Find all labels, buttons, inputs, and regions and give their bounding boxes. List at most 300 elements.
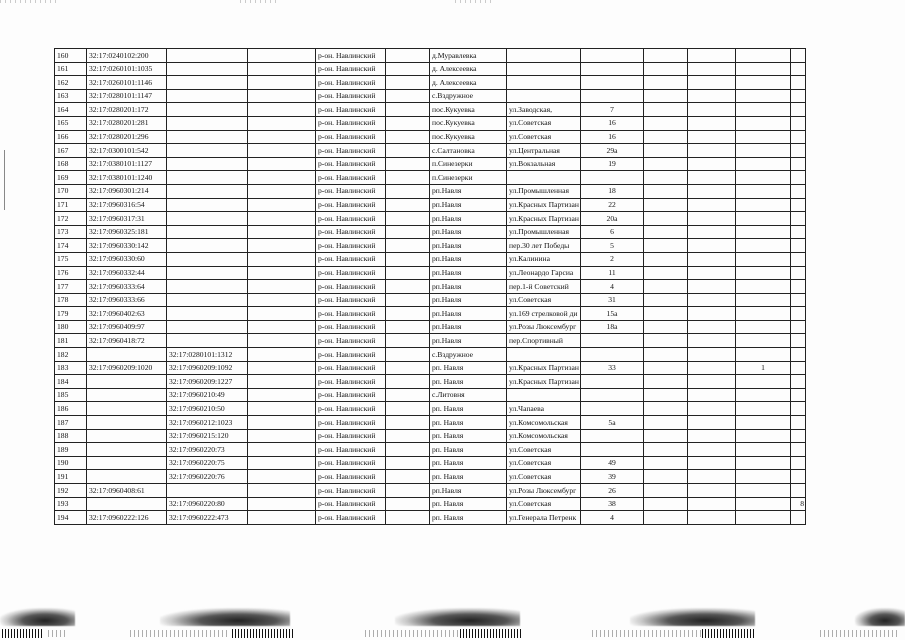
cadastral-number-cell: 32:17:0960333:66	[87, 293, 167, 307]
district-cell: р-он. Навлинский	[316, 443, 386, 457]
cadastral-number-cell: 32:17:0280101:1147	[87, 89, 167, 103]
empty-cell	[644, 266, 688, 280]
extra-value-cell	[736, 429, 791, 443]
cadastral-number-cell: 32:17:0960330:142	[87, 239, 167, 253]
district-cell: р-он. Навлинский	[316, 375, 386, 389]
table-row	[55, 511, 806, 525]
table-row	[55, 429, 806, 443]
cadastral-number-cell: 32:17:0960408:61	[87, 484, 167, 498]
table-row	[55, 144, 806, 158]
street-cell: ул.Вокзальная	[507, 157, 581, 171]
district-cell: р-он. Навлинский	[316, 144, 386, 158]
cadastral-number-cell	[87, 388, 167, 402]
empty-cell	[248, 402, 316, 416]
empty-cell	[644, 49, 688, 63]
empty-cell	[386, 157, 430, 171]
empty-cell	[386, 252, 430, 266]
empty-cell	[644, 361, 688, 375]
empty-cell	[386, 89, 430, 103]
cadastral-number-alt-cell	[167, 103, 248, 117]
extra-value-cell	[736, 320, 791, 334]
house-number-cell: 38	[581, 497, 644, 511]
empty-cell	[386, 239, 430, 253]
extra-value-cell	[791, 388, 806, 402]
row-number-cell: 163	[55, 89, 87, 103]
extra-value-cell	[791, 225, 806, 239]
scan-barcode-strip	[232, 629, 294, 638]
empty-cell	[248, 375, 316, 389]
extra-value-cell	[791, 116, 806, 130]
scan-barcode-strip	[702, 629, 754, 638]
empty-cell	[248, 511, 316, 525]
table-row	[55, 348, 806, 362]
extra-value-cell	[791, 375, 806, 389]
empty-cell	[688, 89, 736, 103]
cadastral-number-cell: 32:17:0960222:126	[87, 511, 167, 525]
extra-value-cell	[791, 348, 806, 362]
table-row	[55, 443, 806, 457]
extra-value-cell: 1	[736, 361, 791, 375]
settlement-cell: рп.Навля	[430, 484, 507, 498]
street-cell: ул.Генерала Петренк	[507, 511, 581, 525]
empty-cell	[386, 497, 430, 511]
settlement-cell: д.Муравлевка	[430, 49, 507, 63]
empty-cell	[386, 144, 430, 158]
street-cell	[507, 388, 581, 402]
cadastral-number-alt-cell	[167, 62, 248, 76]
empty-cell	[386, 116, 430, 130]
empty-cell	[386, 307, 430, 321]
district-cell: р-он. Навлинский	[316, 103, 386, 117]
street-cell: ул.Заводская,	[507, 103, 581, 117]
empty-cell	[688, 103, 736, 117]
settlement-cell: с.Литовня	[430, 388, 507, 402]
settlement-cell: рп. Навля	[430, 470, 507, 484]
district-cell: р-он. Навлинский	[316, 89, 386, 103]
cadastral-number-alt-cell: 32:17:0960220:76	[167, 470, 248, 484]
district-cell: р-он. Навлинский	[316, 497, 386, 511]
extra-value-cell	[736, 375, 791, 389]
cadastral-number-alt-cell: 32:17:0960210:50	[167, 402, 248, 416]
extra-value-cell	[736, 212, 791, 226]
house-number-cell	[581, 334, 644, 348]
house-number-cell	[581, 89, 644, 103]
extra-value-cell	[736, 402, 791, 416]
row-number-cell: 178	[55, 293, 87, 307]
district-cell: р-он. Навлинский	[316, 157, 386, 171]
empty-cell	[688, 361, 736, 375]
row-number-cell: 160	[55, 49, 87, 63]
empty-cell	[248, 62, 316, 76]
empty-cell	[386, 470, 430, 484]
row-number-cell: 185	[55, 388, 87, 402]
extra-value-cell	[791, 266, 806, 280]
cadastral-number-cell: 32:17:0960409:97	[87, 320, 167, 334]
extra-value-cell	[791, 293, 806, 307]
cadastral-number-cell	[87, 375, 167, 389]
cadastral-number-cell	[87, 443, 167, 457]
cadastral-number-alt-cell	[167, 130, 248, 144]
empty-cell	[644, 130, 688, 144]
house-number-cell: 18	[581, 184, 644, 198]
house-number-cell	[581, 429, 644, 443]
table-row	[55, 361, 806, 375]
empty-cell	[644, 280, 688, 294]
table-row	[55, 89, 806, 103]
empty-cell	[248, 144, 316, 158]
house-number-cell: 4	[581, 511, 644, 525]
street-cell: ул.Центральная	[507, 144, 581, 158]
scan-smudge	[0, 608, 75, 626]
cadastral-number-cell	[87, 402, 167, 416]
settlement-cell: рп.Навля	[430, 239, 507, 253]
empty-cell	[248, 388, 316, 402]
row-number-cell: 181	[55, 334, 87, 348]
empty-cell	[688, 484, 736, 498]
street-cell	[507, 348, 581, 362]
cadastral-number-alt-cell	[167, 198, 248, 212]
table-row	[55, 239, 806, 253]
extra-value-cell	[791, 252, 806, 266]
empty-cell	[248, 320, 316, 334]
table-row	[55, 212, 806, 226]
settlement-cell: с.Вздружное	[430, 89, 507, 103]
empty-cell	[644, 252, 688, 266]
house-number-cell	[581, 375, 644, 389]
empty-cell	[248, 307, 316, 321]
settlement-cell: рп. Навля	[430, 402, 507, 416]
empty-cell	[688, 416, 736, 430]
district-cell: р-он. Навлинский	[316, 130, 386, 144]
empty-cell	[688, 375, 736, 389]
empty-cell	[644, 320, 688, 334]
extra-value-cell	[791, 184, 806, 198]
empty-cell	[248, 280, 316, 294]
extra-value-cell	[791, 171, 806, 185]
cadastral-number-alt-cell	[167, 49, 248, 63]
empty-cell	[386, 266, 430, 280]
empty-cell	[386, 62, 430, 76]
extra-value-cell: 8	[791, 497, 806, 511]
street-cell	[507, 49, 581, 63]
empty-cell	[248, 252, 316, 266]
row-number-cell: 175	[55, 252, 87, 266]
empty-cell	[688, 280, 736, 294]
empty-cell	[644, 497, 688, 511]
table-row	[55, 470, 806, 484]
house-number-cell	[581, 171, 644, 185]
settlement-cell: рп. Навля	[430, 361, 507, 375]
empty-cell	[248, 130, 316, 144]
cadastral-number-cell: 32:17:0960418:72	[87, 334, 167, 348]
extra-value-cell	[736, 130, 791, 144]
district-cell: р-он. Навлинский	[316, 280, 386, 294]
district-cell: р-он. Навлинский	[316, 429, 386, 443]
extra-value-cell	[791, 280, 806, 294]
extra-value-cell	[791, 361, 806, 375]
empty-cell	[688, 266, 736, 280]
table-row	[55, 225, 806, 239]
row-number-cell: 169	[55, 171, 87, 185]
house-number-cell: 5	[581, 239, 644, 253]
table-row	[55, 280, 806, 294]
empty-cell	[688, 76, 736, 90]
row-number-cell: 168	[55, 157, 87, 171]
scan-barcode-strip	[460, 629, 522, 638]
row-number-cell: 186	[55, 402, 87, 416]
table-row	[55, 334, 806, 348]
empty-cell	[248, 49, 316, 63]
empty-cell	[248, 103, 316, 117]
empty-cell	[688, 470, 736, 484]
table-row	[55, 252, 806, 266]
street-cell: ул.Красных Партизан	[507, 375, 581, 389]
row-number-cell: 179	[55, 307, 87, 321]
street-cell	[507, 62, 581, 76]
empty-cell	[688, 116, 736, 130]
street-cell: пер.Спортивный	[507, 334, 581, 348]
row-number-cell: 194	[55, 511, 87, 525]
street-cell: ул.Комсомольская	[507, 429, 581, 443]
cadastral-number-alt-cell	[167, 76, 248, 90]
cadastral-number-cell: 32:17:0960316:54	[87, 198, 167, 212]
cadastral-number-alt-cell: 32:17:0960209:1092	[167, 361, 248, 375]
cadastral-number-alt-cell	[167, 320, 248, 334]
empty-cell	[644, 239, 688, 253]
empty-cell	[386, 484, 430, 498]
house-number-cell: 22	[581, 198, 644, 212]
house-number-cell	[581, 388, 644, 402]
street-cell: ул.Промышленная	[507, 184, 581, 198]
empty-cell	[248, 225, 316, 239]
settlement-cell: п.Синезерки	[430, 157, 507, 171]
empty-cell	[386, 511, 430, 525]
cadastral-number-alt-cell: 32:17:0960220:80	[167, 497, 248, 511]
cadastral-number-alt-cell	[167, 334, 248, 348]
house-number-cell: 11	[581, 266, 644, 280]
row-number-cell: 180	[55, 320, 87, 334]
extra-value-cell	[736, 225, 791, 239]
cadastral-number-alt-cell	[167, 293, 248, 307]
empty-cell	[644, 212, 688, 226]
empty-cell	[688, 443, 736, 457]
scan-smudge	[160, 608, 290, 626]
row-number-cell: 173	[55, 225, 87, 239]
empty-cell	[644, 307, 688, 321]
row-number-cell: 183	[55, 361, 87, 375]
street-cell: ул.169 стрелковой ди	[507, 307, 581, 321]
empty-cell	[688, 429, 736, 443]
extra-value-cell	[736, 497, 791, 511]
empty-cell	[248, 239, 316, 253]
cadastral-number-alt-cell	[167, 171, 248, 185]
empty-cell	[644, 103, 688, 117]
cadastral-number-cell	[87, 429, 167, 443]
extra-value-cell	[736, 144, 791, 158]
extra-value-cell	[791, 334, 806, 348]
cadastral-number-alt-cell	[167, 212, 248, 226]
empty-cell	[688, 456, 736, 470]
house-number-cell	[581, 348, 644, 362]
empty-cell	[248, 76, 316, 90]
empty-cell	[688, 388, 736, 402]
table-row	[55, 116, 806, 130]
row-number-cell: 184	[55, 375, 87, 389]
cadastral-number-alt-cell: 32:17:0960220:73	[167, 443, 248, 457]
settlement-cell: рп.Навля	[430, 320, 507, 334]
row-number-cell: 187	[55, 416, 87, 430]
cadastral-number-cell	[87, 416, 167, 430]
house-number-cell	[581, 402, 644, 416]
street-cell: ул.Красных Партизан	[507, 361, 581, 375]
house-number-cell: 20а	[581, 212, 644, 226]
row-number-cell: 164	[55, 103, 87, 117]
settlement-cell: рп.Навля	[430, 198, 507, 212]
cadastral-number-alt-cell: 32:17:0280101:1312	[167, 348, 248, 362]
empty-cell	[644, 157, 688, 171]
street-cell: ул.Советская	[507, 470, 581, 484]
empty-cell	[644, 511, 688, 525]
empty-cell	[248, 348, 316, 362]
district-cell: р-он. Навлинский	[316, 348, 386, 362]
empty-cell	[386, 225, 430, 239]
street-cell: ул.Советская	[507, 293, 581, 307]
empty-cell	[688, 144, 736, 158]
table-row	[55, 198, 806, 212]
settlement-cell: рп.Навля	[430, 212, 507, 226]
extra-value-cell	[736, 198, 791, 212]
street-cell: ул.Леонардо Гарсиа	[507, 266, 581, 280]
table-row	[55, 130, 806, 144]
scan-noise-top	[240, 0, 280, 3]
extra-value-cell	[736, 348, 791, 362]
settlement-cell: пос.Кукуевка	[430, 130, 507, 144]
empty-cell	[688, 157, 736, 171]
empty-cell	[688, 184, 736, 198]
street-cell: ул.Советская	[507, 116, 581, 130]
street-cell: ул.Промышленная	[507, 225, 581, 239]
cadastral-number-alt-cell	[167, 252, 248, 266]
street-cell: пер.30 лет Победы	[507, 239, 581, 253]
district-cell: р-он. Навлинский	[316, 184, 386, 198]
empty-cell	[644, 76, 688, 90]
empty-cell	[644, 429, 688, 443]
extra-value-cell	[736, 239, 791, 253]
empty-cell	[688, 497, 736, 511]
extra-value-cell	[736, 484, 791, 498]
settlement-cell: рп.Навля	[430, 293, 507, 307]
settlement-cell: рп.Навля	[430, 307, 507, 321]
district-cell: р-он. Навлинский	[316, 62, 386, 76]
settlement-cell: рп.Навля	[430, 184, 507, 198]
street-cell: ул.Советская	[507, 130, 581, 144]
cadastral-number-alt-cell	[167, 144, 248, 158]
empty-cell	[248, 484, 316, 498]
empty-cell	[644, 388, 688, 402]
settlement-cell: п.Синезерки	[430, 171, 507, 185]
cadastral-number-cell: 32:17:0960330:60	[87, 252, 167, 266]
empty-cell	[386, 456, 430, 470]
cadastral-number-cell: 32:17:0240102:200	[87, 49, 167, 63]
row-number-cell: 166	[55, 130, 87, 144]
extra-value-cell	[791, 443, 806, 457]
house-number-cell	[581, 443, 644, 457]
empty-cell	[248, 470, 316, 484]
street-cell: ул.Красных Партизан	[507, 198, 581, 212]
table-row	[55, 266, 806, 280]
house-number-cell: 2	[581, 252, 644, 266]
scan-noise-top	[455, 0, 495, 3]
extra-value-cell	[736, 334, 791, 348]
empty-cell	[248, 443, 316, 457]
empty-cell	[688, 511, 736, 525]
empty-cell	[688, 402, 736, 416]
settlement-cell: рп. Навля	[430, 456, 507, 470]
empty-cell	[688, 239, 736, 253]
district-cell: р-он. Навлинский	[316, 334, 386, 348]
empty-cell	[248, 429, 316, 443]
extra-value-cell	[736, 470, 791, 484]
cadastral-number-alt-cell	[167, 484, 248, 498]
cadastral-number-alt-cell	[167, 280, 248, 294]
extra-value-cell	[736, 49, 791, 63]
empty-cell	[644, 198, 688, 212]
row-number-cell: 161	[55, 62, 87, 76]
house-number-cell	[581, 49, 644, 63]
district-cell: р-он. Навлинский	[316, 49, 386, 63]
empty-cell	[644, 416, 688, 430]
settlement-cell: д. Алексеевка	[430, 76, 507, 90]
extra-value-cell	[791, 144, 806, 158]
extra-value-cell	[791, 89, 806, 103]
district-cell: р-он. Навлинский	[316, 225, 386, 239]
scan-dots	[820, 630, 900, 637]
extra-value-cell	[736, 252, 791, 266]
empty-cell	[644, 293, 688, 307]
empty-cell	[644, 402, 688, 416]
empty-cell	[386, 443, 430, 457]
empty-cell	[644, 375, 688, 389]
empty-cell	[688, 252, 736, 266]
cadastral-number-cell	[87, 497, 167, 511]
empty-cell	[386, 293, 430, 307]
cadastral-number-cell: 32:17:0280201:172	[87, 103, 167, 117]
district-cell: р-он. Навлинский	[316, 511, 386, 525]
extra-value-cell	[791, 212, 806, 226]
empty-cell	[248, 416, 316, 430]
extra-value-cell	[736, 89, 791, 103]
row-number-cell: 171	[55, 198, 87, 212]
house-number-cell	[581, 62, 644, 76]
empty-cell	[644, 225, 688, 239]
district-cell: р-он. Навлинский	[316, 76, 386, 90]
cadastral-number-cell: 32:17:0300101:542	[87, 144, 167, 158]
cadastral-number-alt-cell: 32:17:0960222:473	[167, 511, 248, 525]
row-number-cell: 193	[55, 497, 87, 511]
empty-cell	[248, 89, 316, 103]
extra-value-cell	[736, 116, 791, 130]
district-cell: р-он. Навлинский	[316, 416, 386, 430]
street-cell: ул.Советская	[507, 497, 581, 511]
cadastral-number-cell: 32:17:0260101:1146	[87, 76, 167, 90]
extra-value-cell	[791, 429, 806, 443]
empty-cell	[386, 280, 430, 294]
empty-cell	[688, 171, 736, 185]
table-row	[55, 76, 806, 90]
house-number-cell: 5а	[581, 416, 644, 430]
empty-cell	[386, 171, 430, 185]
street-cell: ул.Розы Люксембург	[507, 320, 581, 334]
